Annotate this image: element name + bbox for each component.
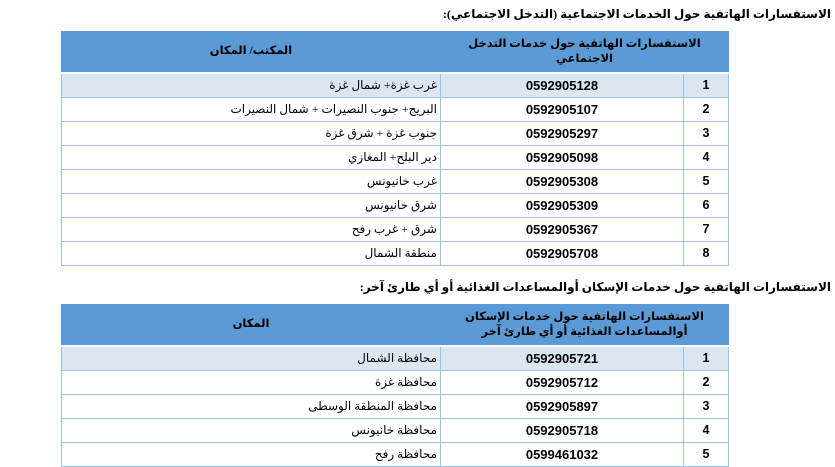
phone-number-cell: 0592905308 xyxy=(440,169,683,193)
phone-number-cell: 0592905712 xyxy=(441,370,684,394)
table-row xyxy=(61,73,728,98)
row-number-cell: 2 xyxy=(684,97,729,121)
row-number-cell: 7 xyxy=(684,217,729,241)
table2-header-main: الاستفسارات الهاتفية حول خدمات الإسكان أوالمساعدات الغذائية أو أي طارئ آخر xyxy=(441,304,729,345)
row-number-cell: 2 xyxy=(684,370,729,394)
table1-header-location: المكتب/ المكان xyxy=(61,32,440,73)
table-row xyxy=(61,169,728,193)
table-header-row xyxy=(61,32,728,73)
phone-number-cell: 0592905897 xyxy=(441,394,684,418)
row-number-cell: 1 xyxy=(684,346,729,371)
location-cell: شرق + غرب رفح xyxy=(61,217,440,241)
location-cell: شرق خانيونس xyxy=(61,193,440,217)
row-number-cell: 8 xyxy=(684,241,729,265)
table-header-row xyxy=(62,304,729,345)
row-number-cell: 3 xyxy=(684,121,729,145)
table-row xyxy=(62,370,729,394)
phone-number-cell: 0592905309 xyxy=(440,193,683,217)
phone-number-cell: 0592905367 xyxy=(440,217,683,241)
table-row xyxy=(62,346,729,371)
location-cell: محافظة رفح xyxy=(62,442,441,466)
phone-number-cell: 0592905718 xyxy=(441,418,684,442)
location-cell: محافظة المنطقة الوسطى xyxy=(62,394,441,418)
row-number-cell: 1 xyxy=(684,73,729,98)
location-cell: محافظة غزة xyxy=(62,370,441,394)
location-cell: دير البلح+ المغازي xyxy=(61,145,440,169)
location-cell: محافظة الشمال xyxy=(62,346,441,371)
row-number-cell: 4 xyxy=(684,145,729,169)
housing-assistance-phone-table xyxy=(61,304,729,467)
row-number-cell: 3 xyxy=(684,394,729,418)
table-row xyxy=(61,193,728,217)
phone-number-cell: 0592905128 xyxy=(440,73,683,98)
social-intervention-phone-table xyxy=(61,31,729,266)
phone-number-cell: 0592905107 xyxy=(440,97,683,121)
location-cell: غرب خانيونس xyxy=(61,169,440,193)
phone-number-cell: 0592905098 xyxy=(440,145,683,169)
phone-number-cell: 0592905297 xyxy=(440,121,683,145)
table-row xyxy=(61,241,728,265)
phone-number-cell: 0592905708 xyxy=(440,241,683,265)
table2-header-location: المكان xyxy=(62,304,441,345)
section2-title: الاستفسارات الهاتفية حول خدمات الإسكان أوالمساعدات الغذائية أو أي طارئ آخر: xyxy=(359,279,831,294)
table-row xyxy=(62,442,729,466)
row-number-cell: 5 xyxy=(684,442,729,466)
section1-title: الاستفسارات الهاتفية حول الخدمات الاجتماعية (التدخل الاجتماعي): xyxy=(442,7,831,21)
table-row xyxy=(61,145,728,169)
location-cell: محافظة خانيونس xyxy=(62,418,441,442)
row-number-cell: 4 xyxy=(684,418,729,442)
table-row xyxy=(61,97,728,121)
phone-number-cell: 0599461032 xyxy=(441,442,684,466)
location-cell: منطقة الشمال xyxy=(61,241,440,265)
phone-number-cell: 0592905721 xyxy=(441,346,684,371)
location-cell: البريج+ جنوب النصيرات + شمال النصيرات xyxy=(61,97,440,121)
location-cell: جنوب غزة + شرق غزة xyxy=(61,121,440,145)
location-cell: غرب غزة+ شمال غزة xyxy=(61,73,440,98)
table-row xyxy=(62,394,729,418)
table1-header-main: الاستفسارات الهاتفية حول خدمات التدخل الاجتماعي xyxy=(440,32,728,73)
table-row xyxy=(61,121,728,145)
row-number-cell: 5 xyxy=(684,169,729,193)
row-number-cell: 6 xyxy=(684,193,729,217)
table-row xyxy=(61,217,728,241)
table-row xyxy=(62,418,729,442)
